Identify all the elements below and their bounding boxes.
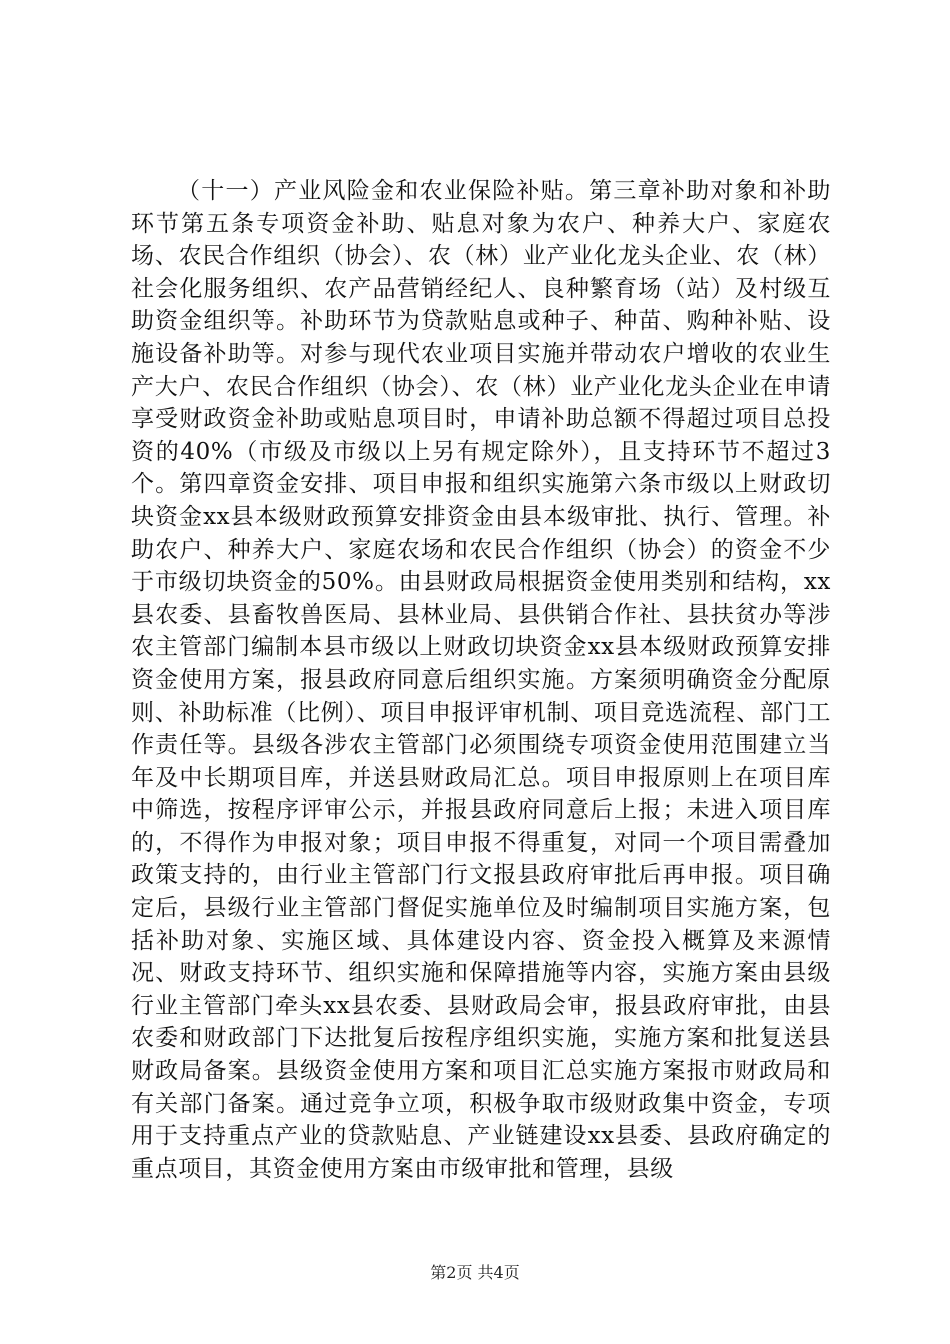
page-number: 第2页 共4页 (430, 1263, 520, 1282)
body-paragraph: （十一）产业风险金和农业保险补贴。第三章补助对象和补助环节第五条专项资金补助、贴息对象为农户、种养大户、家庭农场、农民合作组织（协会）、农（林）业产业化龙头企业、农（林）社会化服务组织、农产品营销经纪人、良种繁育场（站）及村级互助资金组织等。补助环节为贷款贴息或种子、种苗、购种补贴、设施设备补助等。对参与现代农业项目实施并带动农户增收的农业生产大户、农民合作组织（协会）、农（林）业产业化龙头企业在申请享受财政资金补助或贴息项目时，申请补助总额不得超过项目总投资的40%（市级及市级以上另有规定除外），且支持环节不超过3个。第四章资金安排、项目申报和组织实施第六条市级以上财政切块资金xx县本级财政预算安排资金由县本级审批、执行、管理。补助农户、种养大户、家庭农场和农民合作组织（协会）的资金不少于市级切块资金的50%。由县财政局根据资金使用类别和结构，xx县农委、县畜牧兽医局、县林业局、县供销合作社、县扶贫办等涉农主管部门编制本县市级以上财政切块资金xx县本级财政预算安排资金使用方案，报县政府同意后组织实施。方案须明确资金分配原则、补助标准（比例）、项目申报评审机制、项目竞选流程、部门工作责任等。县级各涉农主管部门必须围绕专项资金使用范围建立当年及中长期项目库，并送县财政局汇总。项目申报原则上在项目库中筛选，按程序评审公示，并报县政府同意后上报；未进入项目库的，不得作为申报对象；项目申报不得重复，对同一个项目需叠加政策支持的，由行业主管部门行文报县政府审批后再申报。项目确定后，县级行业主管部门督促实施单位及时编制项目实施方案，包括补助对象、实施区域、具体建设内容、资金投入概算及来源情况、财政支持环节、组织实施和保障措施等内容，实施方案由县级行业主管部门牵头xx县农委、县财政局会审，报县政府审批，由县农委和财政部门下达批复后按程序组织实施，实施方案和批复送县财政局备案。县级资金使用方案和项目汇总实施方案报市财政局和有关部门备案。通过竞争立项，积极争取市级财政集中资金，专项用于支持重点产业的贷款贴息、产业链建设xx县委、县政府确定的重点项目，其资金使用方案由市级审批和管理，县级 (131, 178, 831, 1182)
page-footer (0, 1263, 950, 1283)
